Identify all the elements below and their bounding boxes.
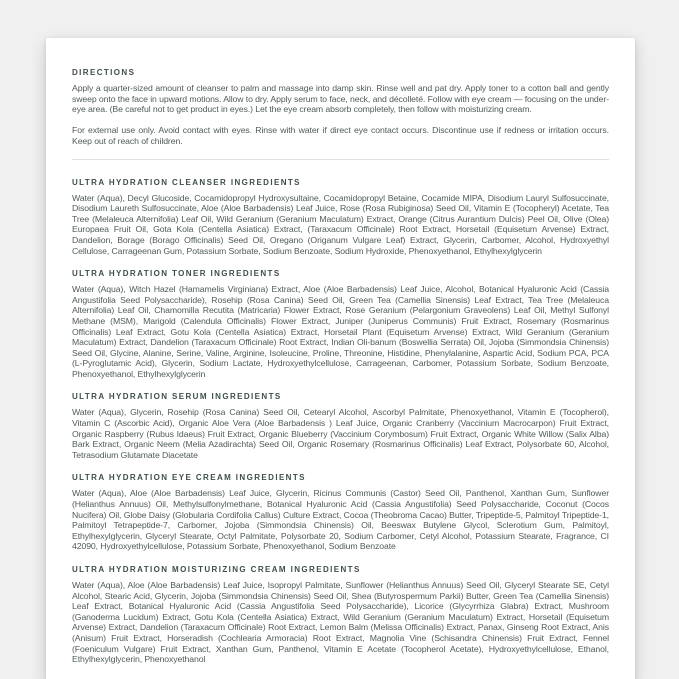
moisturizing-cream-ingredients-section (72, 565, 609, 665)
serum-ingredients-section (72, 392, 609, 460)
toner-ingredients-section (72, 269, 609, 379)
serum-ingredients-text: Water (Aqua), Glycerin, Rosehip (Rosa Canina) Seed Oil, Cetearyl Alcohol, Ascorbyl Palmitate, Phenoxyethanol, Vitamin E (Tocopherol), Vitamin C (Ascorbic Acid), Organic Aloe Vera (Aloe Barbadensis ) Leaf Juice, Organic Cranberry (Vaccinium Macrocarpon) Fruit Extract, Organic Raspberry (Rubus Idaeus) Fruit Extract, Organic Blueberry (Vaccinium Corymbosum) Fruit Extract, Organic White Willow (Salix Alba) Bark Extract, Organic Neem (Melia Azadirachta) Seed Oil, Organic Rosemary (Rosmarinus Officinalis) Leaf Extract, Polysorbate 60, Alcohol, Tetrasodium Glutamate Diacetate (72, 407, 609, 460)
moisturizing-cream-ingredients-text: Water (Aqua), Aloe (Aloe Barbadensis) Leaf Juice, Isopropyl Palmitate, Sunflower (Helianthus Annuus) Seed Oil, Glyceryl Stearate SE, Cetyl Alcohol, Stearic Acid, Glycerin, Jojoba (Simmondsia Chinensis) Seed Oil, Shea (Butyrospermum Parkii) Butter, Green Tea (Camellia Sinensis) Leaf Extract, Botanical Hyaluronic Acid (Cassia Angustifolia Seed Polysaccharide), Licorice (Glycyrrhiza Glabra) Extract, Mushroom (Ganoderma Lucidum) Extract, Gotu Kola (Centella Asiatica) Extract, Wild Geranium (Geranium Maculatum) Extract, Horsetail (Equisetum Arvense) Extract, Dandelion (Taraxacum Officinale) Root Extract, Lemon Balm (Melissa Officinalis) Extract, Panax, Ginseng Root Extract, Anis (Anisum) Fruit Extract, Horseradish (Cochlearia Armoracia) Root Extract, Magnolia Vine (Schisandra Chinensis) Fruit Extract, Fennel (Foeniculum Vulgare) Fruit Extract, Xanthan Gum, Panthenol, Vitamin E Acetate (Tocopherol Acetate), Hydroxyethylcellulose, Ethanol, Ethylhexylglycerin, Phenoxyethanol (72, 580, 609, 665)
product-info-card (46, 38, 635, 679)
section-divider (72, 159, 609, 160)
toner-ingredients-text: Water (Aqua), Witch Hazel (Hamamelis Virginiana) Extract, Aloe (Aloe Barbadensis) Leaf Juice, Alcohol, Botanical Hyaluronic Acid (Cassia Angustifolia Seed Polysaccharide), Rosehip (Rosa Canina) Seed Oil, Green Tea (Camellia Sinensis) Leaf Extract, Tea Tree (Melaleuca Alternifolia) Leaf Oil, Chamomilla Recutita (Matricaria) Flower Extract, Rose Geranium (Pelargonium Graveolens) Leaf Oil, Methyl Sulfonyl Methane (MSM), Marigold (Calendula Officinalis) Flower Extract, Juniper (Juniperus Communis) Fruit Extract, Rosemary (Rosmarinus Officinalis) Leaf Extract, Gotu Kola (Centella Asiatica) Extract, Horsetail Plant (Equisetum Arvense) Extract, Wild Geranium (Geranium Maculatum) Extract, Dandelion (Taraxacum Officinale) Root Extract, Indian Oli-banum (Boswellia Serrata) Oil, Jojoba (Simmondsia Chinensis) Seed Oil, Glycine, Alanine, Serine, Valine, Arginine, Isoleucine, Proline, Threonine, Histidine, Phenylalanine, Aspartic Acid, Sodium PCA, PCA (L-Pyroglutamic Acid), Glycerin, Sodium Lactate, Hydroxyethylcellulose, Carrageenan, Carbomer, Potassium Sorbate, Sodium Benzoate, Phenoxyethanol, Ethylhexylglycerin (72, 284, 609, 379)
eye-cream-ingredients-text: Water (Aqua), Aloe (Aloe Barbadensis) Leaf Juice, Glycerin, Ricinus Communis (Castor) Seed Oil, Panthenol, Xanthan Gum, Sunflower (Helianthus Annuus) Oil, Methylsulfonylmethane, Botanical Hyaluronic Acid (Cassia Angustifolia) Seed Polysaccharide, Coconut (Cocos Nucifera) Oil, Globe Daisy (Globularia Cordifolia Callus) Culture Extract, Cocoa (Theobroma Cacao) Butter, Tripeptide-5, Palmitoyl Tripeptide-1, Palmitoyl Tetrapeptide-7, Carbomer, Jojoba (Simmondsia Chinensis) Oil, Beeswax Butylene Glycol, Sclerotium Gum, Palmitoyl, Ethylhexylglycerin, Glyceryl Stearate, Octyl Palmitate, Polysorbate 20, Sodium Carbomer, Cetyl Alcohol, Potassium Stearate, Fragrance, CI 42090, Hydroxyethylcellulose, Potassium Sorbate, Phenoxyethanol, Sodium Benzoate (72, 488, 609, 552)
directions-usage-paragraph: Apply a quarter-sized amount of cleanser to palm and massage into damp skin. Rinse well and pat dry. Apply toner to a cotton ball and gently sweep onto the face in upward motions. Allow to dry. Apply serum to face, neck, and décolleté. Follow with eye cream — focusing on the under-eye area. (Be careful not to get product in eyes.) Let the eye cream absorb completely, then follow with moisturizing cream. (72, 83, 609, 115)
eye-cream-ingredients-title: ULTRA HYDRATION EYE CREAM INGREDIENTS (72, 473, 306, 483)
directions-title: DIRECTIONS (72, 68, 136, 77)
cleanser-ingredients-title: ULTRA HYDRATION CLEANSER INGREDIENTS (72, 177, 301, 187)
cleanser-ingredients-section (72, 178, 609, 257)
directions-section (72, 68, 609, 147)
moisturizing-cream-ingredients-title: ULTRA HYDRATION MOISTURIZING CREAM INGREDIENTS (72, 565, 361, 574)
toner-ingredients-title: ULTRA HYDRATION TONER INGREDIENTS (72, 269, 281, 279)
eye-cream-ingredients-section (72, 473, 609, 552)
cleanser-ingredients-text: Water (Aqua), Decyl Glucoside, Cocamidopropyl Hydroxysultaine, Cocamidopropyl Betaine, Cocamide MIPA, Disodium Lauryl Sulfosuccinate, Disodium Laureth Sulfosuccinate, Aloe (Aloe Barbadensis) Leaf Juice, Rose (Rosa Rubiginosa) Seed Oil, Vitamin E (Tocopheryl) Acetate, Tea Tree (Melaleuca Alternifolia) Leaf Oil, Wild Geranium (Geranium Maculatum) Extract, Orange (Citrus Aurantium Dulcis) Peel Oil, Olive (Olea) Europaea Fruit Oil, Gota Kola (Centella Asiatica) Extract, (Taraxacum Officinale) Root Extract, Horsetail (Equisetum Arvense) Extract, Dandelion, Borage (Borago Officinalis) Seed Oil, Oregano (Origanum Vulgare Leaf) Extract, Glycerin, Carbomer, Alcohol, Hydroxyethyl Cellulose, Carrageenan Gum, Potassium Sorbate, Sodium Benzoate, Sodium Hydroxide, Phenoxyethanol, Ethylhexylglycerin (72, 192, 609, 256)
directions-warning-paragraph: For external use only. Avoid contact with eyes. Rinse with water if direct eye contact occurs. Discontinue use if redness or irritation occurs. Keep out of reach of children. (72, 125, 609, 146)
serum-ingredients-title: ULTRA HYDRATION SERUM INGREDIENTS (72, 392, 282, 402)
